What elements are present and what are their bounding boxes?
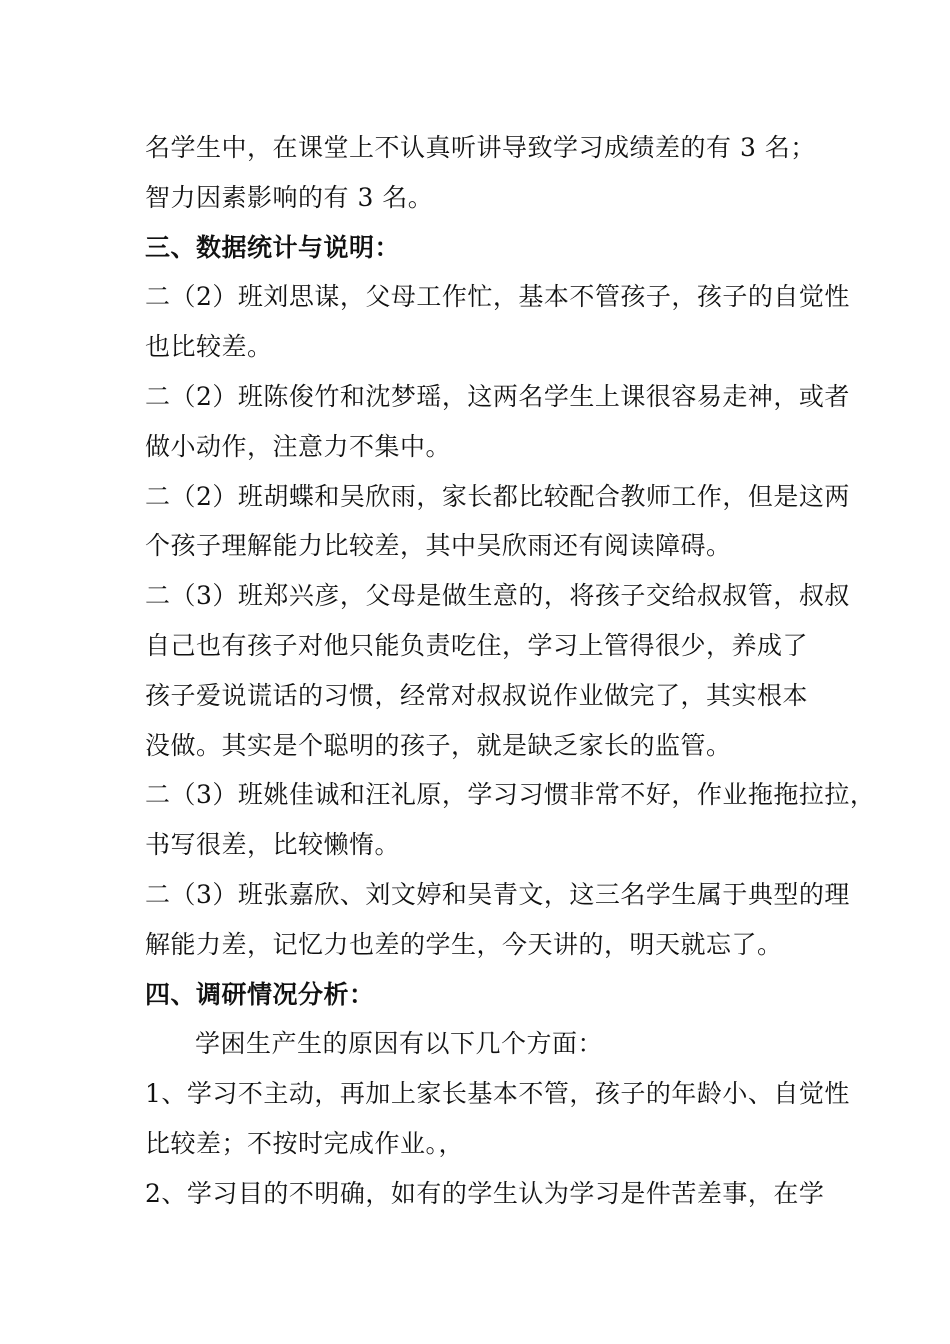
document-body [145,123,876,1219]
text-line: 自己也有孩子对他只能负责吃住，学习上管得很少，养成了 [145,630,809,660]
text-line: 2、学习目的不明确，如有的学生认为学习是件苦差事，在学 [145,1178,825,1208]
text-line: 二（2）班刘思谋，父母工作忙，基本不管孩子，孩子的自觉性 [145,282,850,312]
text-line: 书写很差，比较懒惰。 [145,830,401,860]
section-heading-3: 三、数据统计与说明： [145,232,401,262]
text-line: 学困生产生的原因有以下几个方面： [195,1029,604,1059]
text-line: 1、学习不主动，再加上家长基本不管，孩子的年龄小、自觉性 [145,1079,850,1109]
text-line: 二（3）班姚佳诚和汪礼原，学习习惯非常不好，作业拖拖拉拉， [145,780,876,810]
section-heading-4: 四、调研情况分析： [145,979,375,1009]
text-line: 也比较差。 [145,332,273,362]
text-line: 二（2）班胡蝶和吴欣雨，家长都比较配合教师工作，但是这两 [145,481,850,511]
text-line: 个孩子理解能力比较差，其中吴欣雨还有阅读障碍。 [145,531,732,561]
text-line: 做小动作，注意力不集中。 [145,431,452,461]
text-line: 智力因素影响的有 3 名。 [145,182,434,212]
text-line: 孩子爱说谎话的习惯，经常对叔叔说作业做完了，其实根本 [145,680,809,710]
text-line: 二（2）班陈俊竹和沈梦瑶，这两名学生上课很容易走神，或者 [145,381,850,411]
text-line: 二（3）班张嘉欣、刘文婷和吴青文，这三名学生属于典型的理 [145,879,850,909]
text-line: 二（3）班郑兴彦，父母是做生意的，将孩子交给叔叔管，叔叔 [145,581,850,611]
text-line: 比较差；不按时完成作业。， [145,1128,465,1158]
text-line: 没做。其实是个聪明的孩子，就是缺乏家长的监管。 [145,730,732,760]
text-line: 名学生中，在课堂上不认真听讲导致学习成绩差的有 3 名； [145,133,816,162]
text-line: 解能力差，记忆力也差的学生，今天讲的，明天就忘了。 [145,929,783,959]
